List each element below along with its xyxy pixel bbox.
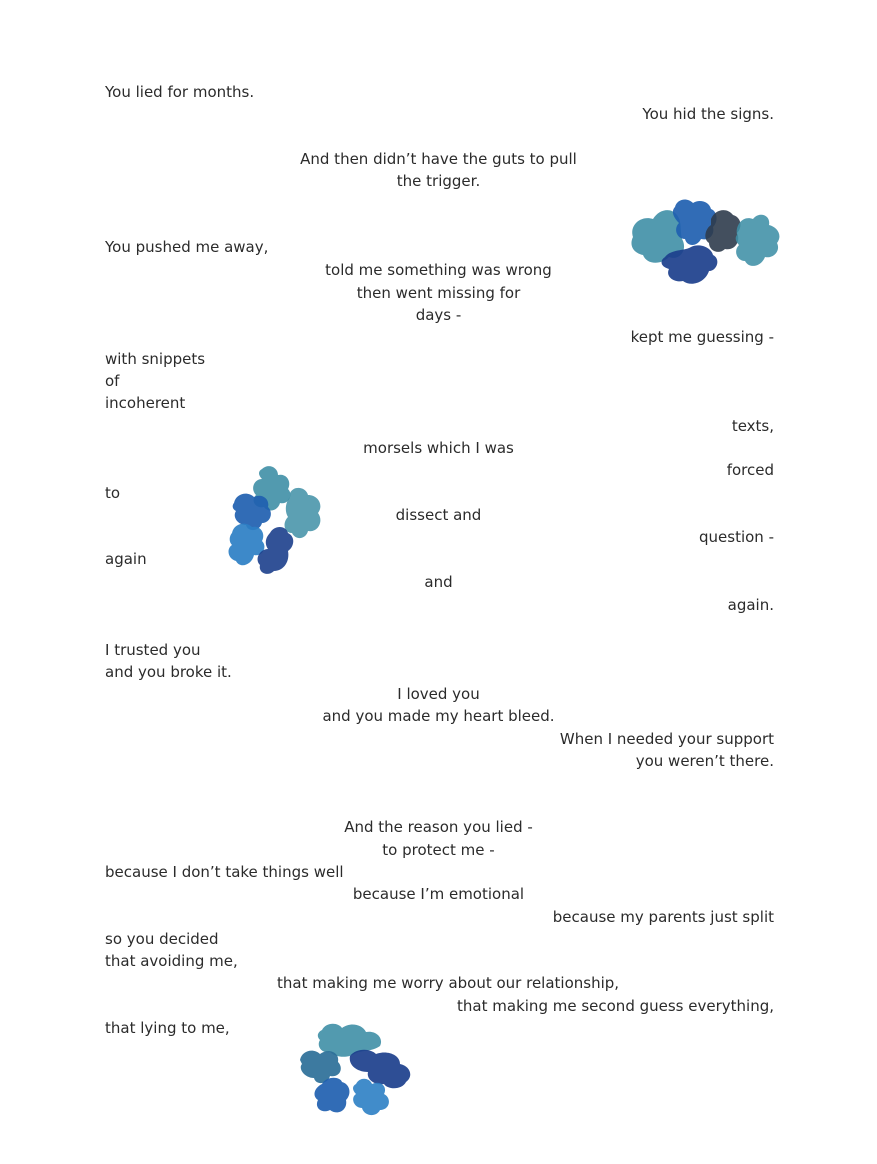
poem-line: I trusted you [105,641,201,659]
poem-line: again [105,550,147,568]
watercolor-blob-cluster-icon [228,463,328,583]
poem-line: And then didn’t have the guts to pull [300,150,577,168]
poem-line: so you decided [105,930,219,948]
poem-line: and [424,573,453,591]
poem-line: incoherent [105,394,186,412]
poem-line: to [105,484,121,502]
poem-line: texts, [731,417,774,435]
poem-line: then went missing for [356,284,521,302]
watercolor-blob-cluster-icon [296,1018,418,1118]
poem-line: days - [415,306,462,324]
poem-line: and you broke it. [105,663,232,681]
poem-line: because I’m emotional [352,885,525,903]
poem-line: that making me second guess everything, [457,997,774,1015]
poem-line: question - [699,528,774,546]
poem-line: and you made my heart bleed. [322,707,555,725]
poem-line: the trigger. [396,172,481,190]
poem-line: that lying to me, [105,1019,230,1037]
poem-line: to protect me - [382,841,495,859]
poem-line: with snippets [105,350,206,368]
poem-line: kept me guessing - [630,328,774,346]
poem-line: And the reason you lied - [344,818,533,836]
poem-line: dissect and [395,506,482,524]
poem-line: forced [726,461,774,479]
poem-line: that avoiding me, [105,952,238,970]
poem-line: When I needed your support [559,730,774,748]
poem-line: You pushed me away, [105,238,269,256]
poem-line: because I don’t take things well [105,863,344,881]
poem-line: You lied for months. [105,83,255,101]
poem-line: again. [727,596,774,614]
poem-line: of [105,372,120,390]
poem-line: that making me worry about our relationship, [277,974,620,992]
poem-line: you weren’t there. [635,752,774,770]
poem-line: morsels which I was [363,439,514,457]
poem-line: because my parents just split [552,908,774,926]
poem-line: You hid the signs. [642,105,774,123]
poem-line: told me something was wrong [325,261,552,279]
watercolor-blob-cluster-icon [625,195,785,290]
poem-line: I loved you [397,685,480,703]
